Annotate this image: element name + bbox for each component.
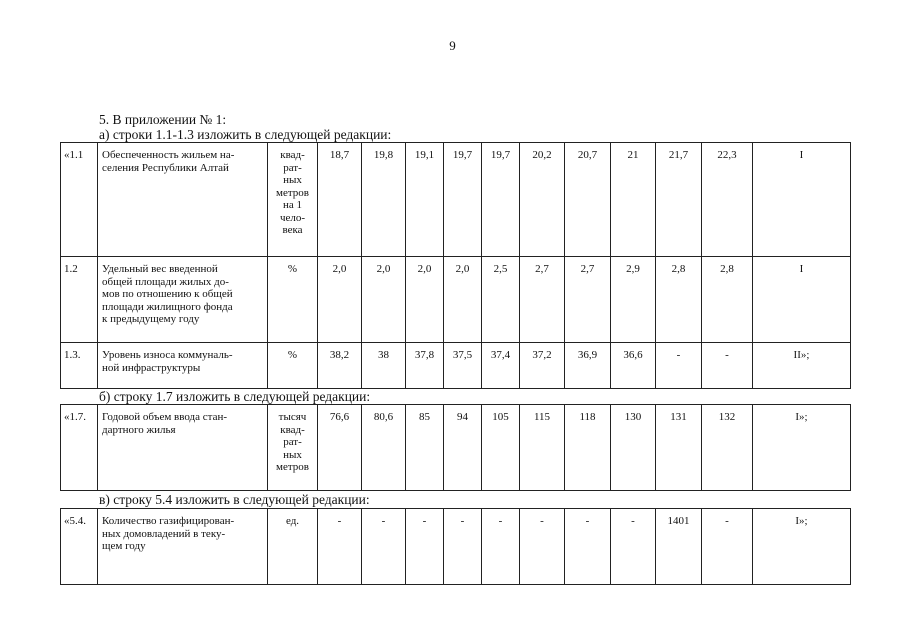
value-cell: 2,0: [444, 257, 482, 343]
value-cell: 21,7: [656, 143, 702, 257]
subheading-c: в) строку 5.4 изложить в следующей редакции:: [99, 492, 370, 507]
level-cell: I»;: [753, 509, 851, 585]
value-cell: -: [406, 509, 444, 585]
unit-cell: %: [268, 257, 318, 343]
row-code: «1.1: [61, 143, 98, 257]
unit-cell: %: [268, 343, 318, 389]
indicator-name: Годовой объем ввода стан- дартного жилья: [98, 405, 268, 491]
value-cell: 38: [362, 343, 406, 389]
value-cell: 94: [444, 405, 482, 491]
value-cell: -: [318, 509, 362, 585]
value-cell: 21: [611, 143, 656, 257]
value-cell: 38,2: [318, 343, 362, 389]
value-cell: 2,7: [565, 257, 611, 343]
table-rows-1-1-to-1-3: [60, 142, 851, 389]
value-cell: 2,9: [611, 257, 656, 343]
value-cell: 115: [520, 405, 565, 491]
value-cell: 19,7: [482, 143, 520, 257]
value-cell: 105: [482, 405, 520, 491]
row-code: «1.7.: [61, 405, 98, 491]
section-heading: 5. В приложении № 1:: [99, 112, 227, 127]
value-cell: -: [656, 343, 702, 389]
value-cell: 2,5: [482, 257, 520, 343]
value-cell: 36,6: [611, 343, 656, 389]
value-cell: 2,8: [656, 257, 702, 343]
value-cell: 19,1: [406, 143, 444, 257]
value-cell: -: [482, 509, 520, 585]
row-code: 1.3.: [61, 343, 98, 389]
value-cell: 18,7: [318, 143, 362, 257]
value-cell: 2,0: [406, 257, 444, 343]
table-row-1-7: [60, 404, 851, 491]
value-cell: 118: [565, 405, 611, 491]
value-cell: 76,6: [318, 405, 362, 491]
value-cell: 37,4: [482, 343, 520, 389]
level-cell: I: [753, 257, 851, 343]
value-cell: -: [362, 509, 406, 585]
value-cell: 2,0: [318, 257, 362, 343]
value-cell: -: [702, 509, 753, 585]
value-cell: 37,2: [520, 343, 565, 389]
value-cell: 132: [702, 405, 753, 491]
level-cell: I»;: [753, 405, 851, 491]
subheading-b: б) строку 1.7 изложить в следующей редакции:: [99, 389, 371, 404]
unit-cell: квад- рат- ных метров на 1 чело- века: [268, 143, 318, 257]
indicator-name: Количество газифицирован- ных домовладений в теку- щем году: [98, 509, 268, 585]
row-code: «5.4.: [61, 509, 98, 585]
table-row: [61, 343, 851, 389]
value-cell: 20,7: [565, 143, 611, 257]
value-cell: -: [702, 343, 753, 389]
value-cell: 1401: [656, 509, 702, 585]
level-cell: II»;: [753, 343, 851, 389]
unit-cell: ед.: [268, 509, 318, 585]
level-cell: I: [753, 143, 851, 257]
table-row-5-4: [60, 508, 851, 585]
value-cell: 85: [406, 405, 444, 491]
value-cell: 80,6: [362, 405, 406, 491]
table-row: [61, 509, 851, 585]
value-cell: 19,8: [362, 143, 406, 257]
value-cell: 37,8: [406, 343, 444, 389]
value-cell: -: [444, 509, 482, 585]
value-cell: 2,0: [362, 257, 406, 343]
value-cell: 2,8: [702, 257, 753, 343]
indicator-name: Уровень износа коммуналь- ной инфраструктуры: [98, 343, 268, 389]
value-cell: 22,3: [702, 143, 753, 257]
value-cell: 37,5: [444, 343, 482, 389]
indicator-name: Удельный вес введенной общей площади жилых до- мов по отношению к общей площади жилищного фонда к предыдущему году: [98, 257, 268, 343]
value-cell: -: [611, 509, 656, 585]
value-cell: 20,2: [520, 143, 565, 257]
value-cell: 131: [656, 405, 702, 491]
value-cell: 19,7: [444, 143, 482, 257]
table-row: [61, 405, 851, 491]
value-cell: 2,7: [520, 257, 565, 343]
value-cell: 36,9: [565, 343, 611, 389]
row-code: 1.2: [61, 257, 98, 343]
page-number: 9: [449, 38, 456, 53]
value-cell: 130: [611, 405, 656, 491]
subheading-a: а) строки 1.1-1.3 изложить в следующей редакции:: [99, 127, 392, 142]
value-cell: -: [520, 509, 565, 585]
table-row: [61, 143, 851, 257]
indicator-name: Обеспеченность жильем на- селения Республики Алтай: [98, 143, 268, 257]
value-cell: -: [565, 509, 611, 585]
unit-cell: тысяч квад- рат- ных метров: [268, 405, 318, 491]
table-row: [61, 257, 851, 343]
